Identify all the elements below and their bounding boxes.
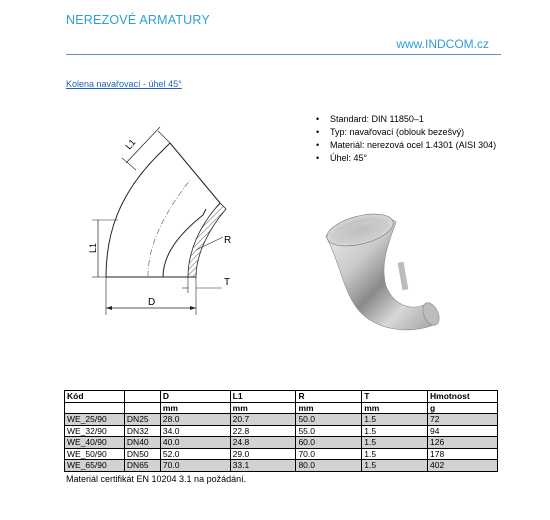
website-link[interactable]: www.INDCOM.cz (396, 37, 489, 51)
header-cell: Kód (65, 391, 125, 403)
table-row (65, 448, 498, 460)
header-divider (66, 54, 501, 55)
dimensions-table (64, 390, 498, 472)
header-cell: T (362, 391, 428, 403)
header-cell: D (160, 391, 230, 403)
table-cell: 1.5 (362, 448, 428, 460)
table-row (65, 437, 498, 449)
table-cell: 55.0 (296, 425, 362, 437)
table-cell: 80.0 (296, 460, 362, 472)
label-r: R (224, 235, 232, 246)
table-cell: DN25 (124, 414, 160, 426)
table-units-row (65, 402, 498, 414)
table-row (65, 460, 498, 472)
table-cell: WE_32/90 (65, 425, 125, 437)
table-cell: DN65 (124, 460, 160, 472)
unit-cell (65, 402, 125, 414)
table-cell: 52.0 (160, 448, 230, 460)
table-header-row (65, 391, 498, 403)
unit-cell: mm (160, 402, 230, 414)
label-d: D (148, 297, 156, 308)
table-cell: DN32 (124, 425, 160, 437)
table-row (65, 425, 498, 437)
table-cell: 1.5 (362, 414, 428, 426)
table-cell: WE_25/90 (65, 414, 125, 426)
elbow-technical-drawing (78, 125, 258, 320)
table-cell: DN40 (124, 437, 160, 449)
table-cell: 50.0 (296, 414, 362, 426)
table-cell: 34.0 (160, 425, 230, 437)
table-cell: 1.5 (362, 425, 428, 437)
table-row (65, 414, 498, 426)
label-l1-top: L1 (123, 137, 138, 152)
table-cell: 40.0 (160, 437, 230, 449)
table-cell: 28.0 (160, 414, 230, 426)
table-cell: 60.0 (296, 437, 362, 449)
spec-item-angle: • Úhel: 45° (312, 152, 512, 164)
table-cell: 178 (428, 448, 498, 460)
table-cell: 72 (428, 414, 498, 426)
label-t: T (224, 277, 231, 288)
table-cell: 70.0 (296, 448, 362, 460)
spec-item-standard: • Standard: DIN 11850–1 (312, 113, 512, 125)
header-cell: R (296, 391, 362, 403)
table-cell: WE_50/90 (65, 448, 125, 460)
label-l1-left: L1 (88, 242, 98, 253)
unit-cell: mm (362, 402, 428, 414)
table-cell: 20.7 (230, 414, 296, 426)
spec-item-material: • Materiál: nerezová ocel 1.4301 (AISI 304) (312, 139, 512, 151)
header-cell: Hmotnost (428, 391, 498, 403)
table-cell: 22.8 (230, 425, 296, 437)
table-cell: DN50 (124, 448, 160, 460)
table-cell: 29.0 (230, 448, 296, 460)
header-cell (124, 391, 160, 403)
header-cell: L1 (230, 391, 296, 403)
spec-list (312, 113, 512, 165)
brand-title: NEREZOVÉ ARMATURY (66, 13, 210, 27)
certificate-note: Materiál certifikát EN 10204 3.1 na požádání. (66, 474, 247, 484)
table-cell: 1.5 (362, 460, 428, 472)
table-cell: WE_65/90 (65, 460, 125, 472)
elbow-product-photo (318, 204, 443, 334)
product-title-link[interactable]: Kolena navařovací - úhel 45° (66, 79, 182, 89)
unit-cell: mm (230, 402, 296, 414)
table-cell: 94 (428, 425, 498, 437)
table-cell: 70.0 (160, 460, 230, 472)
table-cell: 126 (428, 437, 498, 449)
table-cell: 24.8 (230, 437, 296, 449)
table-cell: 1.5 (362, 437, 428, 449)
spec-item-type: • Typ: navařovací (oblouk bezešvý) (312, 126, 512, 138)
unit-cell: mm (296, 402, 362, 414)
table-cell: WE_40/90 (65, 437, 125, 449)
unit-cell (124, 402, 160, 414)
table-cell: 33.1 (230, 460, 296, 472)
unit-cell: g (428, 402, 498, 414)
table-cell: 402 (428, 460, 498, 472)
